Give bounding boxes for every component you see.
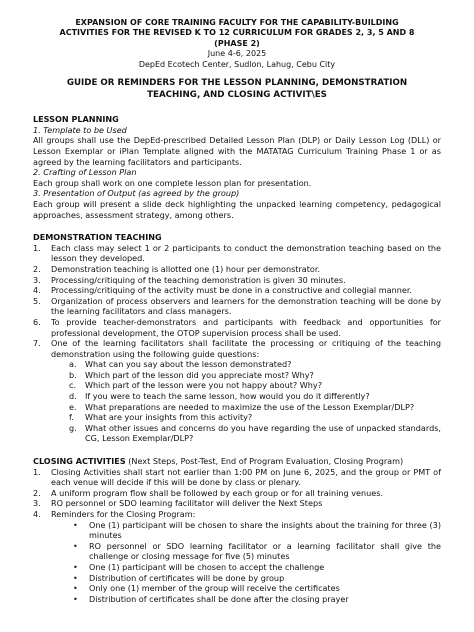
guide-title-line-2: TEACHING, AND CLOSING ACTIVIT\ES	[147, 89, 327, 100]
guide-question: a. What can you say about the lesson demonstrated?	[69, 359, 292, 370]
list-item: 2. A uniform program flow shall be followed by each group or for all training venues.	[33, 487, 384, 498]
lesson-planning-item-2-title: 2. Crafting of Lesson Plan	[33, 167, 137, 178]
list-item: 3. Processing/critiquing of the teaching demonstration is given 30 minutes.	[33, 274, 346, 285]
training-title-line-3: (PHASE 2)	[214, 38, 260, 48]
closing-activities-note: (Next Steps, Post-Test, End of Program Evaluation, Closing Program)	[125, 456, 404, 467]
demonstration-teaching-heading: DEMONSTRATION TEACHING	[33, 232, 162, 243]
list-item: 4. Processing/critiquing of the activity must be done in a constructive and collegial manner.	[33, 285, 412, 296]
guide-question: e. What preparations are needed to maximize the use of the Lesson Exemplar/DLP?	[69, 401, 415, 412]
reminder-bullet: • Distribution of certificates shall be done after the closing prayer	[73, 593, 349, 604]
list-item: 3. RO personnel or SDO learning facilitator will deliver the Next Steps	[33, 498, 323, 509]
guide-title-line-1: GUIDE OR REMINDERS FOR THE LESSON PLANNING, DEMONSTRATION	[66, 78, 408, 89]
training-date: June 4-6, 2025	[207, 49, 267, 59]
demonstration-teaching-section	[33, 232, 441, 444]
reminder-bullet: • One (1) participant will be chosen to share the insights about the training for three (3) minutes	[73, 519, 441, 541]
closing-activities-section	[33, 456, 441, 604]
lesson-planning-item-1-title: 1. Template to be Used	[33, 124, 127, 135]
guide-title	[33, 78, 441, 101]
lesson-planning-item-3-text: Each group will present a slide deck highlighting the unpacked learning competency, pedagogical approaches, assessment strategy, among others.	[33, 198, 441, 220]
closing-reminders-list	[69, 520, 441, 605]
training-title-line-1: EXPANSION OF CORE TRAINING FACULTY FOR THE CAPABILITY-BUILDING	[75, 18, 399, 27]
closing-activities-list	[33, 467, 441, 605]
document-header	[33, 18, 441, 70]
guide-questions-list	[69, 359, 441, 444]
reminder-bullet: • One (1) participant will be chosen to accept the challenge	[73, 561, 325, 572]
list-item: 1. Closing Activities shall start not earlier than 1:00 PM on June 6, 2025, and the group or PMT of each venue will decide if this will be done by class or plenary.	[33, 466, 441, 488]
lesson-planning-item-2-text: Each group shall work on one complete lesson plan for presentation.	[33, 177, 312, 188]
lesson-planning-item-3-title: 3. Presentation of Output (as agreed by the group)	[33, 188, 240, 199]
lesson-planning-section	[33, 114, 441, 220]
guide-question: g. What other issues and concerns do you have regarding the use of unpacked standards, CG, Lesson Exemplar/DLP?	[69, 422, 441, 444]
lesson-planning-heading: LESSON PLANNING	[33, 114, 119, 125]
list-item: 1. Each class may select 1 or 2 participants to conduct the demonstration teaching based on the lesson they developed.	[33, 242, 441, 264]
list-item: 5. Organization of process observers and learners for the demonstration teaching will be done by the learning facilitators and class managers.	[33, 295, 441, 317]
training-venue: DepEd Ecotech Center, Sudlon, Lahug, Cebu City	[138, 59, 336, 69]
guide-question: d. If you were to teach the same lesson, how would you do it differently?	[69, 391, 370, 402]
list-item: 7. One of the learning facilitators shall facilitate the processing or critiquing of the teaching demonstration using the following guide questions: a. What can you say about the lesson demonstrated? b. Which part of the lesson did you appreciate most? Why? c. Which part of the lesson were you not happy about? Why? d. If you were to teach the same lesson, how would you do it differently? e. What preparations are needed to maximize the use of the Lesson Exemplar/DLP? f. What are your insights from this activity? g. What other issues and concerns do you have regarding the use of unpacked standards, CG, Lesson Exemplar/DLP?	[33, 338, 441, 444]
demonstration-teaching-list	[33, 243, 441, 444]
training-title-line-2: ACTIVITIES FOR THE REVISED K TO 12 CURRICULUM FOR GRADES 2, 3, 5 AND 8	[59, 28, 415, 38]
lesson-planning-item-1-text: All groups shall use the DepEd-prescribed Detailed Lesson Plan (DLP) or Daily Lesson Log (DLL) or Lesson Exemplar or iPlan Template aligned with the MATATAG Curriculum Training Phase 1 or as agreed by the learning facilitators and participants.	[33, 135, 441, 167]
reminder-bullet: • Only one (1) member of the group will receive the certificates	[73, 583, 340, 594]
reminder-bullet: • RO personnel or SDO learning facilitator or a learning facilitator shall give the challenge or closing message for five (5) minutes	[73, 540, 441, 562]
list-item: 4. Reminders for the Closing Program: • One (1) participant will be chosen to share the insights about the training for three (3) minutes • RO personnel or SDO learning facilitator or a learning facilitator shall give the challenge or closing message for five (5) minutes • One (1) participant will be chosen to accept the challenge • Distribution of certificates will be done by group • Only one (1) member of the group will receive the certificates • Distribution of certificates shall be done after the closing prayer	[33, 509, 441, 604]
guide-question: f. What are your insights from this activity?	[69, 412, 253, 423]
guide-question: c. Which part of the lesson were you not happy about? Why?	[69, 380, 322, 391]
list-item: 2. Demonstration teaching is allotted one (1) hour per demonstrator.	[33, 263, 321, 274]
closing-activities-heading-line	[33, 456, 441, 467]
list-item: 6. To provide teacher-demonstrators and participants with feedback and opportunities for professional development, the OTOP supervision process shall be used.	[33, 316, 441, 338]
closing-activities-heading: CLOSING ACTIVITIES	[33, 456, 126, 467]
reminder-bullet: • Distribution of certificates will be done by group	[73, 572, 285, 583]
guide-question: b. Which part of the lesson did you appreciate most? Why?	[69, 369, 314, 380]
